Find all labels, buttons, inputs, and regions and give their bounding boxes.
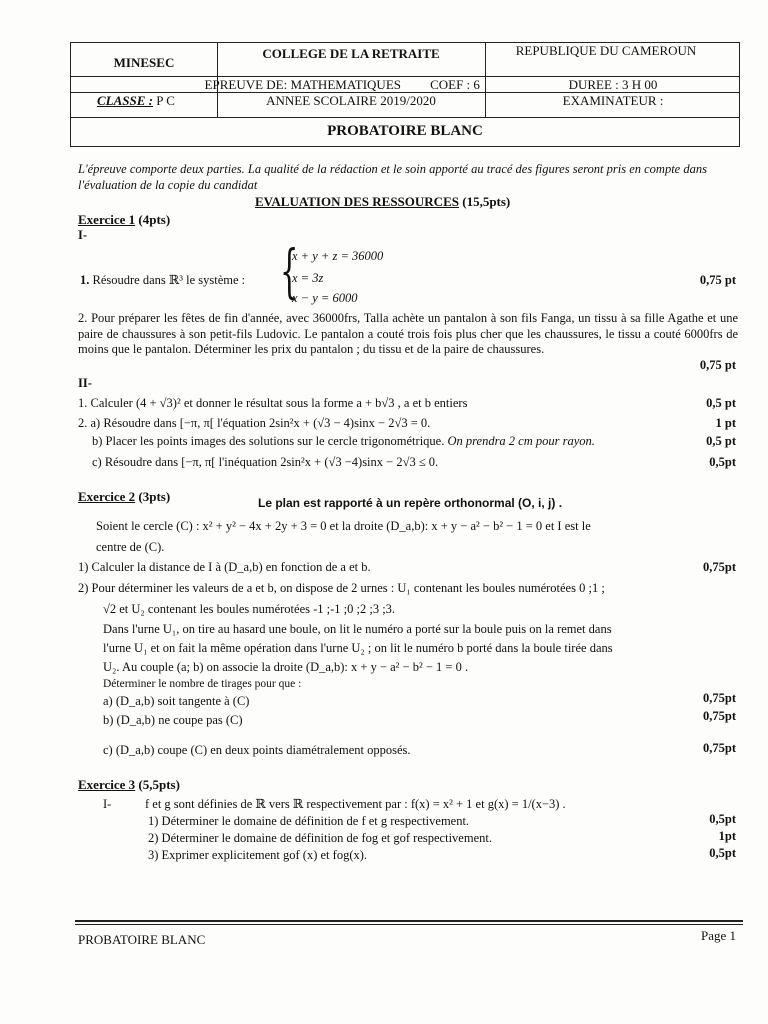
exam-title: PROBATOIRE BLANC <box>327 123 483 139</box>
ex2-q2-line4: l'urne U₁ et on fait la même opération dans l'urne U₂ ; on lit le numéro b porté dans la boule tirée dans <box>103 641 613 655</box>
ex2-qb: b) (D_a,b) ne coupe pas (C) <box>103 713 243 727</box>
ministry: MINESEC <box>113 55 175 70</box>
ex3-q2-pts: 1pt <box>718 829 736 843</box>
republic: REPUBLIQUE DU CAMEROUN <box>515 43 697 58</box>
duree: DUREE : 3 H 00 <box>568 77 658 92</box>
annee: ANNEE SCOLAIRE 2019/2020 <box>266 93 436 108</box>
ex3-q2: 2) Déterminer le domaine de définition de fog et gof respectivement. <box>148 831 492 845</box>
section-pts: (15,5pts) <box>462 194 511 209</box>
classe-label: CLASSE : <box>97 93 153 108</box>
ex1-ii2b <box>92 434 595 449</box>
ex3-part1: I- <box>103 797 112 811</box>
ex3-q1-pts: 0,5pt <box>709 812 736 826</box>
ex3-title: Exercice 3 <box>78 777 136 792</box>
system-eq-1: x + y + z = 36000 <box>292 249 384 263</box>
coef: COEF : 6 <box>430 77 480 92</box>
section-title: EVALUATION DES RESSOURCES <box>255 194 459 209</box>
ex2-qc-pts: 0,75pt <box>703 741 736 755</box>
ex1-q2-pts: 0,75 pt <box>699 358 736 372</box>
ex2-qb-pts: 0,75pt <box>703 709 736 723</box>
ex2-heading <box>78 489 170 504</box>
ex2-q2-line5: U₂. Au couple (a; b) on associe la droite (D_a,b): x + y − a² − b² − 1 = 0 . <box>103 660 469 674</box>
school-name: COLLEGE DE LA RETRAITE <box>262 46 440 61</box>
ex1-q2-text: 2. Pour préparer les fêtes de fin d'année, avec 36000frs, Talla achète un pantalon à son fils Fanga, un tissu à sa fille Agathe et une paire de chaussures à son petit-fils Ludovic. Le pantalon a couté trois fois plus cher que les chaussures, le tissu a couté 6000frs de moins que le pantalon. Déterminer les prix du pantalon ; du tissu et de la paire de chaussures. <box>78 311 738 356</box>
ex3-q3: 3) Exprimer explicitement gof (x) et fog(x). <box>148 848 368 862</box>
ex1-ii2a-pts: 1 pt <box>715 416 736 430</box>
classe-value: P C <box>156 93 175 108</box>
examinateur: EXAMINATEUR : <box>562 93 664 108</box>
ex2-title: Exercice 2 <box>78 489 136 504</box>
ex1-ii2b-note: On prendra 2 cm pour rayon. <box>447 434 595 448</box>
footer-rule <box>75 920 743 922</box>
ex2-q2-line3: Dans l'urne U₁, on tire au hasard une boule, on lit le numéro a porté sur la boule puis on la remet dans <box>103 622 612 636</box>
footer-left: PROBATOIRE BLANC <box>78 932 206 947</box>
ex2-q1: 1) Calculer la distance de I à (D_a,b) en fonction de a et b. <box>78 560 371 574</box>
ex3-heading <box>78 777 180 792</box>
system-eq-2: x = 3z <box>292 271 324 285</box>
ex1-pts: (4pts) <box>138 212 171 227</box>
epreuve: EPREUVE DE: MATHEMATIQUES <box>204 77 401 92</box>
ex1-ii2c-pts: 0,5pt <box>709 455 736 469</box>
ex2-qa-pts: 0,75pt <box>703 691 736 705</box>
ex1-ii2b-text: b) Placer les points images des solutions sur le cercle trigonométrique. <box>92 434 445 448</box>
ex1-ii2b-pts: 0,5 pt <box>706 434 736 448</box>
ex2-q2-line6: Déterminer le nombre de tirages pour que : <box>103 678 302 690</box>
ex1-ii2c: c) Résoudre dans [−π, π[ l'inéquation 2sin²x + (√3 −4)sinx − 2√3 ≤ 0. <box>92 455 439 469</box>
header-divider <box>71 117 739 118</box>
ex1-title: Exercice 1 <box>78 212 136 227</box>
ex1-ii1: 1. Calculer (4 + √3)² et donner le résultat sous la forme a + b√3 , a et b entiers <box>78 396 468 410</box>
ex1-ii2a: 2. a) Résoudre dans [−π, π[ l'équation 2sin²x + (√3 − 4)sinx − 2√3 = 0. <box>78 416 431 430</box>
system-eq-3: x − y = 6000 <box>292 291 358 305</box>
footer-page: Page 1 <box>700 928 736 943</box>
ex2-q2-line2: √2 et U₂ contenant les boules numérotées -1 ;-1 ;0 ;2 ;3 ;3. <box>103 602 396 616</box>
ex1-part1: I- <box>78 228 88 242</box>
ex2-q2-line1: 2) Pour déterminer les valeurs de a et b, on dispose de 2 urnes : U₁ contenant les boules numérotées 0 ;1 ; <box>78 581 605 595</box>
ex2-intro-2: centre de (C). <box>96 540 165 554</box>
ex2-intro-1: Soient le cercle (C) : x² + y² − 4x + 2y + 3 = 0 et la droite (D_a,b): x + y − a² − b² − 1 = 0 et I est le <box>96 519 591 533</box>
footer-rule-thin <box>75 924 743 925</box>
ex1-ii1-pts: 0,5 pt <box>706 396 736 410</box>
ex3-q1: 1) Déterminer le domaine de définition de f et g respectivement. <box>148 814 470 828</box>
ex2-qa: a) (D_a,b) soit tangente à (C) <box>103 694 250 708</box>
ex3-intro: f et g sont définies de ℝ vers ℝ respectivement par : f(x) = x² + 1 et g(x) = 1/(x−3) . <box>145 797 566 811</box>
ex1-q1-text: Résoudre dans ℝ³ le système : <box>92 273 246 287</box>
ex1-q1-label: 1. <box>80 273 90 287</box>
ex1-heading <box>78 212 170 227</box>
ex1-q1-pts: 0,75 pt <box>699 273 736 287</box>
ex2-pts: (3pts) <box>138 489 171 504</box>
classe <box>97 93 175 109</box>
ex2-qc: c) (D_a,b) coupe (C) en deux points diamétralement opposés. <box>103 743 411 757</box>
ex3-q3-pts: 0,5pt <box>709 846 736 860</box>
section-heading <box>255 194 510 209</box>
ex1-part2: II- <box>78 376 92 390</box>
ex2-repere: Le plan est rapporté à un repère orthonormal (O, i, j) . <box>258 496 563 510</box>
ex2-q1-pts: 0,75pt <box>703 560 736 574</box>
header-table <box>70 42 740 147</box>
ex3-pts: (5,5pts) <box>138 777 180 792</box>
ex1-q1 <box>80 273 245 288</box>
system-brace: { <box>280 237 299 305</box>
intro-text: L'épreuve comporte deux parties. La qualité de la rédaction et le soin apporté au tracé des figures seront pris en compte dans l'évaluation de la copie du candidat <box>78 162 707 192</box>
